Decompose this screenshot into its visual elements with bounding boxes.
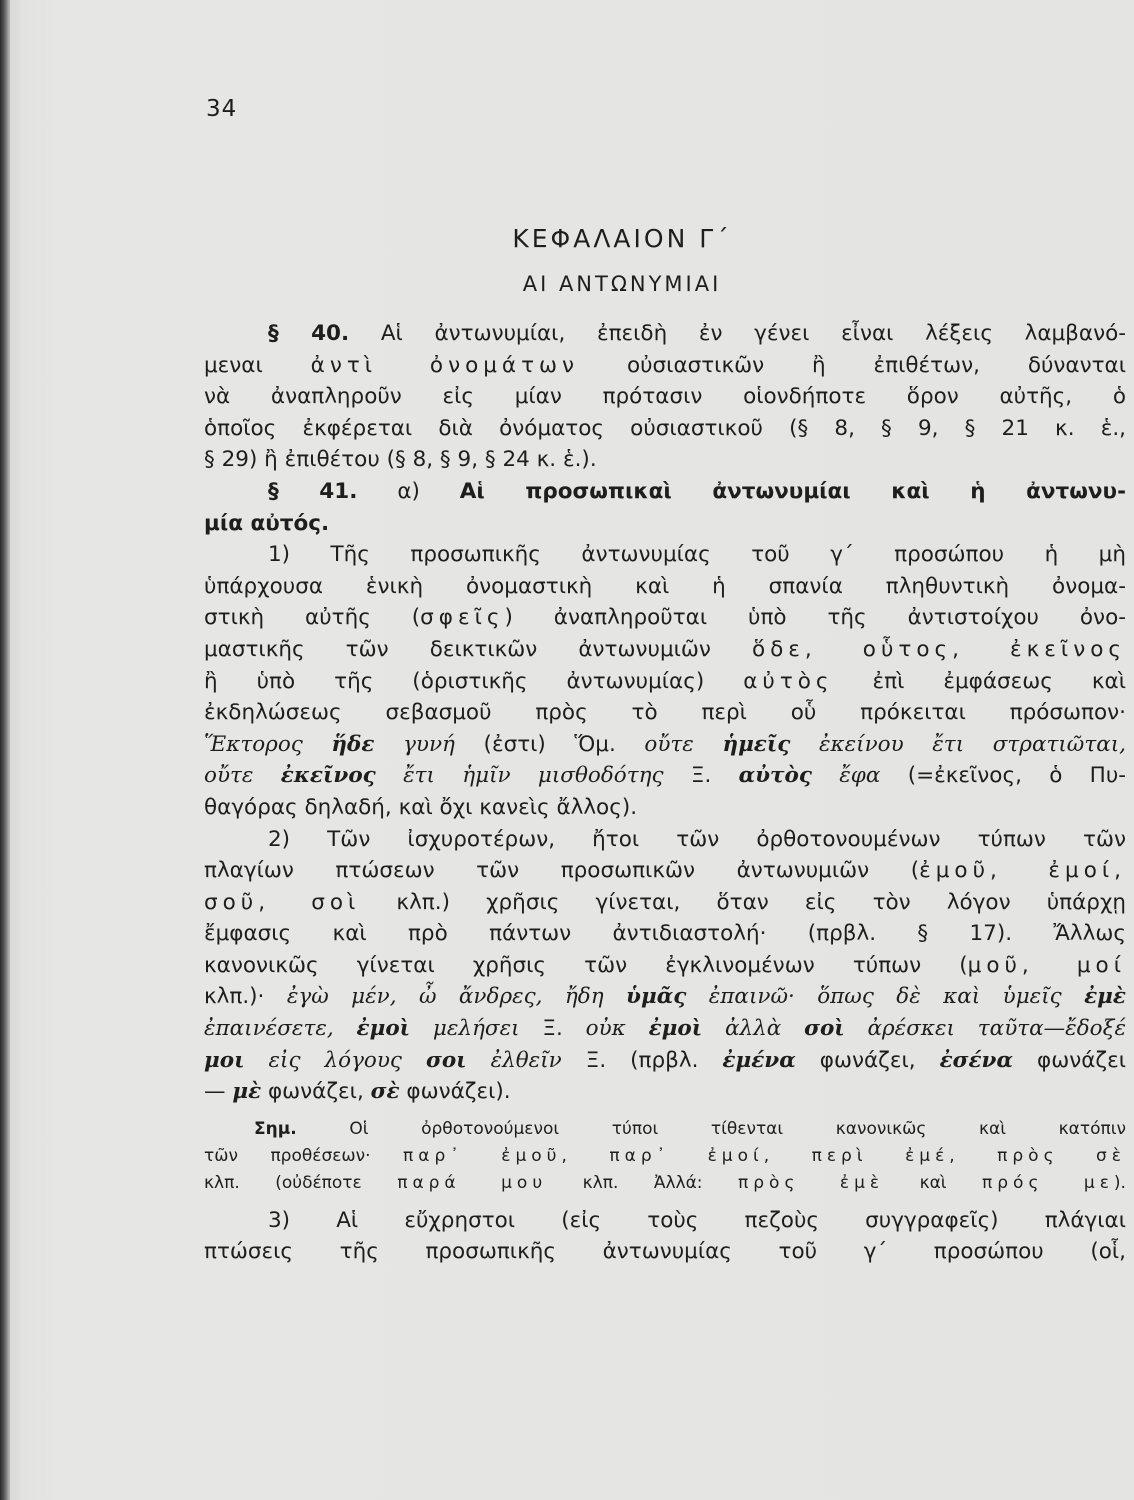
quote-text: οὔτε: [644, 731, 723, 757]
text-line: [204, 318, 1126, 350]
paragraph-1: [204, 539, 1126, 823]
text-line: [204, 887, 1126, 919]
text-span: Οἱ ὀρθοτονούμενοι τύποι τίθενται κανονικῶς καὶ κατόπιν: [296, 1118, 1126, 1139]
emphasized-word: ἐμένα: [722, 1047, 796, 1073]
emphasized-word: ἐσένα: [939, 1047, 1014, 1073]
text-span: —: [204, 1079, 233, 1105]
text-span: κλπ. Ἀλλά:: [547, 1172, 739, 1193]
spaced-term: ἀντὶ ὀνομάτων: [310, 352, 580, 378]
text-line: [204, 950, 1126, 982]
text-line: ἔμφασις καὶ πρὸ πάντων ἀντιδιαστολή· (πρβλ. § 17). Ἄλλως: [204, 921, 1126, 947]
quote-text: μελήσει: [410, 1016, 520, 1042]
quote-text: ἔφα: [811, 763, 881, 789]
spaced-term: μοῦ, μοί: [967, 952, 1126, 978]
text-line: [204, 350, 1126, 382]
paragraph-2: [204, 824, 1126, 1108]
section-heading: μία αὐτός.: [204, 510, 330, 536]
text-span: πλαγίων πτώσεων τῶν προσωπικῶν ἀντωνυμιῶν (: [204, 858, 920, 884]
text-line: [204, 1116, 1126, 1143]
emphasized-word: σὲ: [370, 1079, 400, 1105]
text-span: Αἱ ἀντωνυμίαι, ἐπειδὴ ἐν γένει εἶναι λέξεις λαμβανό-: [349, 321, 1126, 346]
text-span: στικὴ αὐτῆς (: [204, 605, 421, 631]
quote-text: εἰς λόγους: [244, 1047, 426, 1073]
text-span: μαστικῆς τῶν δεικτικῶν ἀντωνυμιῶν: [204, 636, 752, 662]
text-span: ) ἀναπληροῦται ὑπὸ τῆς ἀντιστοίχου ὀνο-: [504, 605, 1126, 631]
text-span: φωνάζει,: [795, 1047, 940, 1073]
text-span: μεναι: [204, 352, 311, 378]
emphasized-word: ἐμὲ: [1084, 984, 1126, 1010]
spaced-term: πρός με: [982, 1172, 1114, 1193]
spacer: [204, 1108, 1126, 1116]
spaced-term: πρὸς ἐμὲ: [738, 1172, 885, 1193]
text-line: 3) Αἱ εὔχρηστοι (εἰς τοὺς πεζοὺς συγγραφεῖς) πλάγιαι: [268, 1207, 1126, 1233]
emphasized-word: ἐμοὶ: [356, 1016, 411, 1042]
quote-text: ἀλλὰ: [702, 1016, 805, 1042]
text-line: [204, 1045, 1126, 1077]
text-line: νὰ ἀναπληροῦν εἰς μίαν πρότασιν οἱονδήποτε ὅρον αὐτῆς, ὁ: [204, 384, 1126, 410]
chapter-title: ΚΕΦΑΛΑΙΟΝ Γ΄: [512, 224, 732, 253]
text-line: [204, 476, 1126, 508]
text-line: [204, 760, 1126, 792]
text-span: Ξ.: [519, 1016, 586, 1042]
quote-text: ἐκείνου ἔτι στρατιῶται,: [790, 731, 1126, 757]
text-line: [204, 981, 1126, 1013]
chapter-subtitle: ΑΙ ΑΝΤΩΝΥΜΙΑΙ: [522, 272, 722, 296]
text-span: τῶν προθέσεων·: [204, 1145, 404, 1166]
quote-text: οὔτε: [204, 763, 281, 789]
text-span: φωνάζει,: [261, 1079, 371, 1105]
quote-text: ἐγὼ μέν, ὦ ἄνδρες, ἤδη: [286, 984, 627, 1010]
paragraph-3: [204, 1205, 1126, 1268]
emphasized-word: μὲ: [232, 1079, 262, 1105]
text-span: Ξ. (πρβλ.: [561, 1047, 723, 1073]
quote-text: Ἕκτορος: [204, 731, 332, 757]
note-label: Σημ.: [254, 1118, 297, 1139]
text-line: [204, 1076, 1126, 1108]
text-line: [204, 666, 1126, 698]
text-line: [204, 634, 1126, 666]
quote-text: ἐπαινῶ· ὅπως δὲ καὶ ὑμεῖς: [686, 984, 1085, 1010]
spaced-term: παρά μου: [397, 1172, 548, 1193]
quote-text: ἐλθεῖν: [466, 1047, 562, 1073]
section-number: § 41.: [268, 478, 358, 504]
quote-text: γυνή: [374, 731, 455, 757]
body-text: [204, 318, 1126, 1268]
emphasized-word: ἡμεῖς: [722, 731, 791, 757]
section-heading: Αἱ προσωπικαὶ ἀντωνυμίαι καὶ ἡ ἀντωνυ-: [459, 478, 1126, 504]
section-41-heading: [204, 476, 1126, 539]
text-line: [204, 508, 1126, 540]
text-span: ἐπὶ ἐμφάσεως καὶ: [833, 668, 1126, 694]
spaced-term: ὅδε, οὗτος, ἐκεῖνος: [751, 636, 1126, 662]
text-span: κλπ. (οὐδέποτε: [204, 1172, 398, 1193]
text-line: 1) Τῆς προσωπικῆς ἀντωνυμίας τοῦ γ΄ προσώπου ἡ μὴ: [268, 542, 1126, 568]
spaced-term: παρ᾽ ἐμοῦ, παρ᾽ ἐμοί, περὶ ἐμέ, πρὸς σὲ: [403, 1145, 1127, 1166]
text-span: ).: [1113, 1172, 1126, 1193]
quote-text: ἐπαινέσετε,: [204, 1016, 357, 1042]
emphasized-word: αὐτὸς: [738, 763, 812, 789]
emphasized-word: ὑμᾶς: [626, 984, 687, 1010]
spaced-term: σφεῖς: [420, 605, 505, 631]
quote-text: ἀρέσκει ταῦτα—ἔδοξέ: [844, 1016, 1126, 1042]
text-line: [204, 1170, 1126, 1197]
page-number: 34: [206, 96, 238, 122]
text-line: [204, 1013, 1126, 1045]
text-line: [204, 729, 1126, 761]
text-line: [204, 1143, 1126, 1170]
text-line: ἐκδηλώσεως σεβασμοῦ πρὸς τὸ περὶ οὗ πρόκειται πρόσωπον·: [204, 700, 1126, 726]
emphasized-word: μοι: [204, 1047, 245, 1073]
text-line: ὑπάρχουσα ἑνικὴ ὀνομαστικὴ καὶ ἡ σπανία πληθυντικὴ ὀνομα-: [204, 573, 1126, 599]
text-line: [204, 602, 1126, 634]
text-span: κανονικῶς γίνεται χρῆσις τῶν ἐγκλινομένων τύπων (: [204, 952, 968, 978]
emphasized-word: σοὶ: [804, 1016, 845, 1042]
spaced-term: ἐμοῦ, ἐμοί,: [919, 858, 1126, 884]
emphasized-word: ἐμοὶ: [648, 1016, 703, 1042]
text-line: 2) Τῶν ἰσχυροτέρων, ἤτοι τῶν ὀρθοτονουμένων τύπων τῶν: [268, 826, 1126, 852]
section-number: § 40.: [268, 321, 350, 346]
text-span: κλπ.)·: [204, 984, 287, 1010]
emphasized-word: ἐκεῖνος: [280, 763, 376, 789]
text-span: (=ἐκεῖνος, ὁ Πυ-: [880, 763, 1127, 789]
spaced-term: σοῦ, σοὶ: [204, 889, 361, 915]
spaced-term: αὐτὸς: [743, 668, 834, 694]
text-line: § 29) ἢ ἐπιθέτου (§ 8, § 9, § 24 κ. ἑ.).: [204, 447, 597, 473]
text-span: (ἐστι) Ὅμ.: [454, 731, 645, 757]
text-span: Ξ.: [663, 763, 739, 789]
section-40: [204, 318, 1126, 476]
text-span: οὐσιαστικῶν ἢ ἐπιθέτων, δύνανται: [579, 352, 1126, 378]
text-line: [204, 855, 1126, 887]
quote-text: οὐκ: [585, 1016, 649, 1042]
emphasized-word: ἥδε: [331, 731, 375, 757]
text-span: φωνάζει).: [399, 1079, 511, 1105]
text-span: ἢ ὑπὸ τῆς (ὁριστικῆς ἀντωνυμίας): [204, 668, 744, 694]
emphasized-word: σοι: [425, 1047, 467, 1073]
note-block: [204, 1108, 1126, 1205]
text-line: πτώσεις τῆς προσωπικῆς ἀντωνυμίας τοῦ γ΄ προσώπου (οἷ,: [204, 1239, 1126, 1265]
text-line: θαγόρας δηλαδή, καὶ ὄχι κανεὶς ἄλλος).: [204, 794, 638, 820]
text-span: α): [357, 478, 460, 504]
text-line: ὁποῖος ἐκφέρεται διὰ ὀνόματος οὐσιαστικοῦ (§ 8, § 9, § 21 κ. ἑ.,: [204, 415, 1126, 441]
spacer: [204, 1197, 1126, 1205]
text-span: φωνάζει: [1013, 1047, 1126, 1073]
text-span: καὶ: [884, 1172, 983, 1193]
text-span: κλπ.) χρῆσις γίνεται, ὅταν εἰς τὸν λόγον ὑπάρχῃ: [360, 889, 1126, 915]
quote-text: ἔτι ἡμῖν μισθοδότης: [375, 763, 664, 789]
